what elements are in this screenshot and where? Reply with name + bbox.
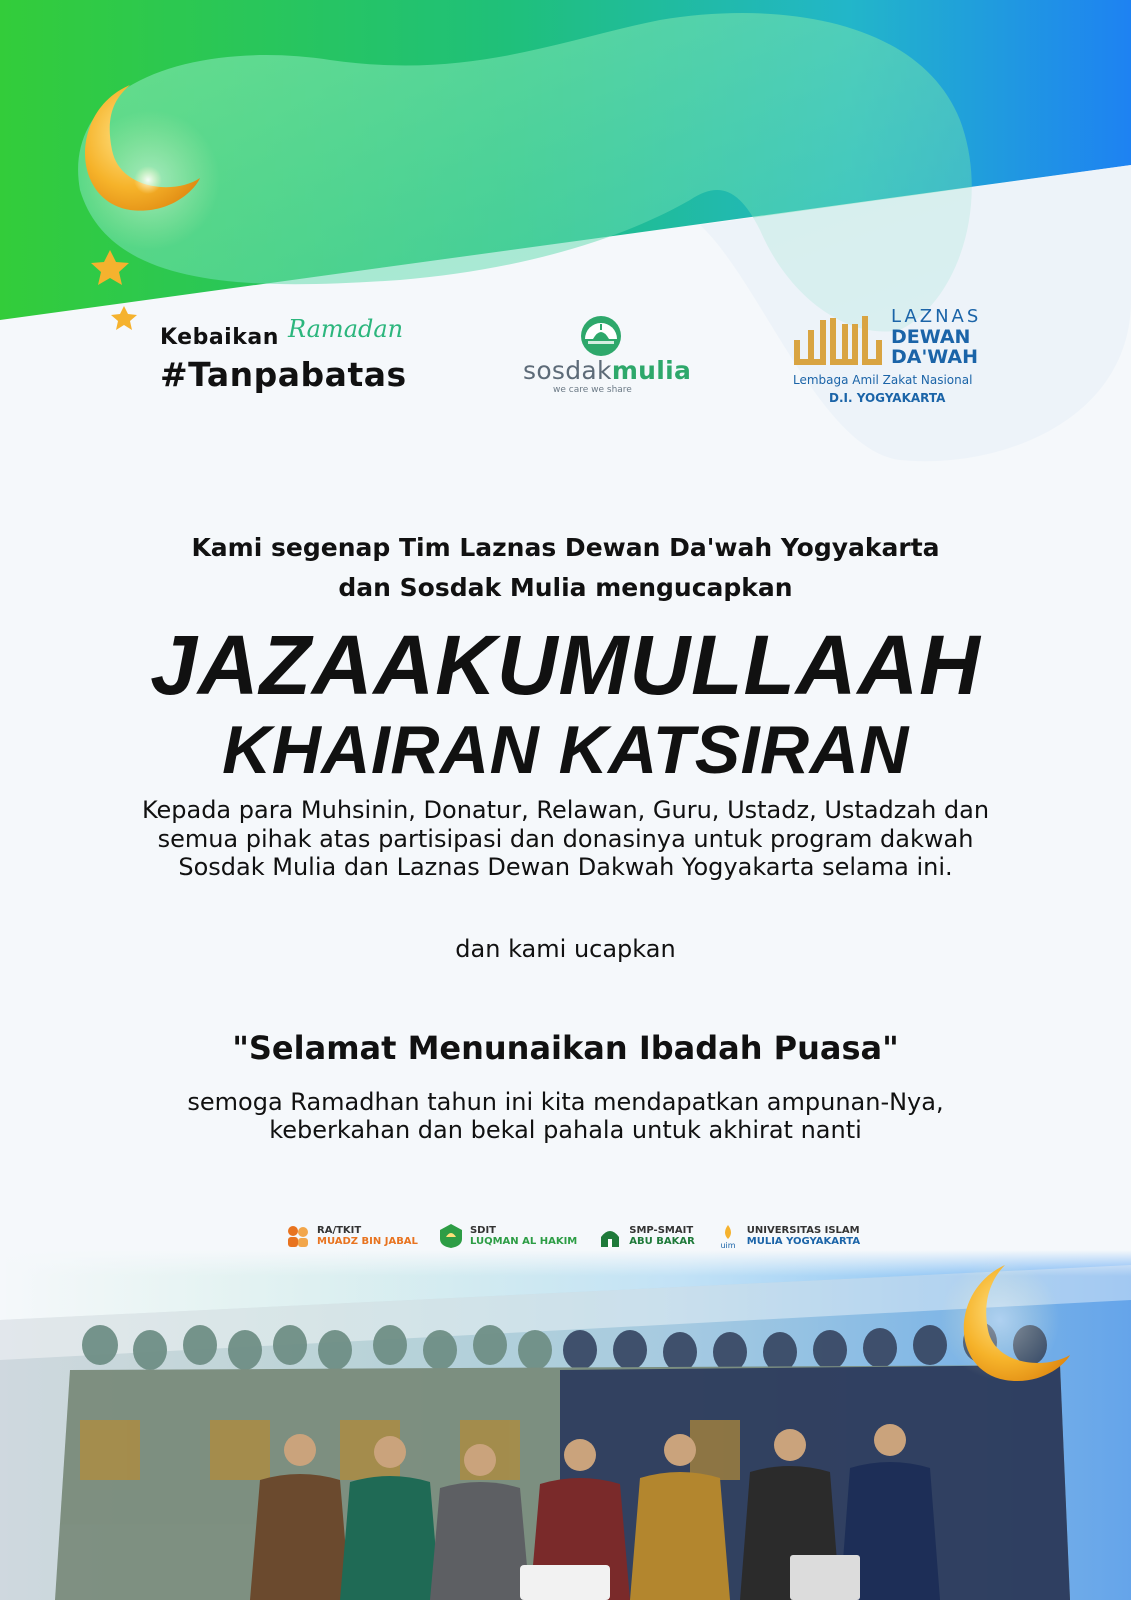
campaign-script: Ramadan [288, 315, 404, 343]
wish-paragraph [150, 1088, 981, 1144]
greeting-text: "Selamat Menunaikan Ibadah Puasa" [232, 1029, 899, 1067]
mosque-icon [597, 1223, 623, 1249]
laznas-title: LAZNAS [891, 306, 982, 327]
partner-4-line1: UNIVERSITAS ISLAM [746, 1225, 860, 1236]
partner-muadz-bin-jabal [285, 1223, 418, 1249]
sosdak-tagline: we care we share [553, 385, 632, 395]
intro-line1: Kami segenap Tim Laznas Dewan Da'wah Yogyakarta [191, 533, 940, 562]
university-icon [715, 1223, 741, 1249]
thanks-paragraph: Kepada para Muhsinin, Donatur, Relawan, Guru, Ustadz, Ustadzah dan semua pihak atas partisipasi dan donasinya untuk program dakwah Sosdak Mulia dan Laznas Dewan Dakwah Yogyakarta selama ini. [141, 796, 990, 881]
partner-3-line1: SMP-SMAIT [629, 1225, 694, 1236]
intro-text [0, 528, 1131, 608]
children-icon [285, 1223, 311, 1249]
wish-line2: keberkahan dan bekal pahala untuk akhirat nanti [269, 1116, 862, 1144]
group-photo-art [0, 1250, 1131, 1600]
partner-abu-bakar [597, 1223, 695, 1249]
sosdak-mulia-logo [515, 315, 690, 395]
laznas-title-bold: DEWAN DA'WAH [891, 326, 979, 368]
partner-2-line2: LUQMAN AL HAKIM [469, 1236, 578, 1247]
svg-text:uim: uim [720, 1241, 736, 1249]
campaign-logo [160, 315, 430, 395]
school-emblem-icon [438, 1223, 464, 1249]
campaign-line2: #Tanpabatas [160, 355, 407, 394]
partner-logos [285, 1220, 861, 1252]
laznas-calligraphy-icon [793, 310, 883, 370]
sosdak-wordmark: sosdakmulia [523, 356, 692, 385]
partner-1-line1: RA/TKIT [317, 1225, 362, 1236]
partner-1-line2: MUADZ BIN JABAL [317, 1236, 418, 1247]
headline-line2: KHAIRAN KATSIRAN [222, 712, 909, 788]
laznas-subtitle: Lembaga Amil Zakat Nasional [793, 373, 973, 387]
mosque-emblem-icon [580, 315, 622, 357]
partner-universitas-islam-mulia [715, 1223, 860, 1249]
partner-luqman-al-hakim [438, 1223, 577, 1249]
partner-4-line2: MULIA YOGYAKARTA [746, 1236, 861, 1247]
partner-2-line1: SDIT [469, 1225, 496, 1236]
laznas-dewan-dawah-logo [793, 305, 993, 410]
headline-line1: JAZAAKUMULLAAH [150, 618, 981, 712]
partner-3-line2: ABU BAKAR [629, 1236, 695, 1247]
intro-line2: dan Sosdak Mulia mengucapkan [338, 573, 793, 602]
campaign-line1: Kebaikan [160, 325, 279, 350]
wish-line1: semoga Ramadhan tahun ini kita mendapatkan ampunan-Nya, [187, 1088, 944, 1116]
also-text: dan kami ucapkan [455, 935, 676, 963]
laznas-location: D.I. YOGYAKARTA [829, 391, 946, 405]
